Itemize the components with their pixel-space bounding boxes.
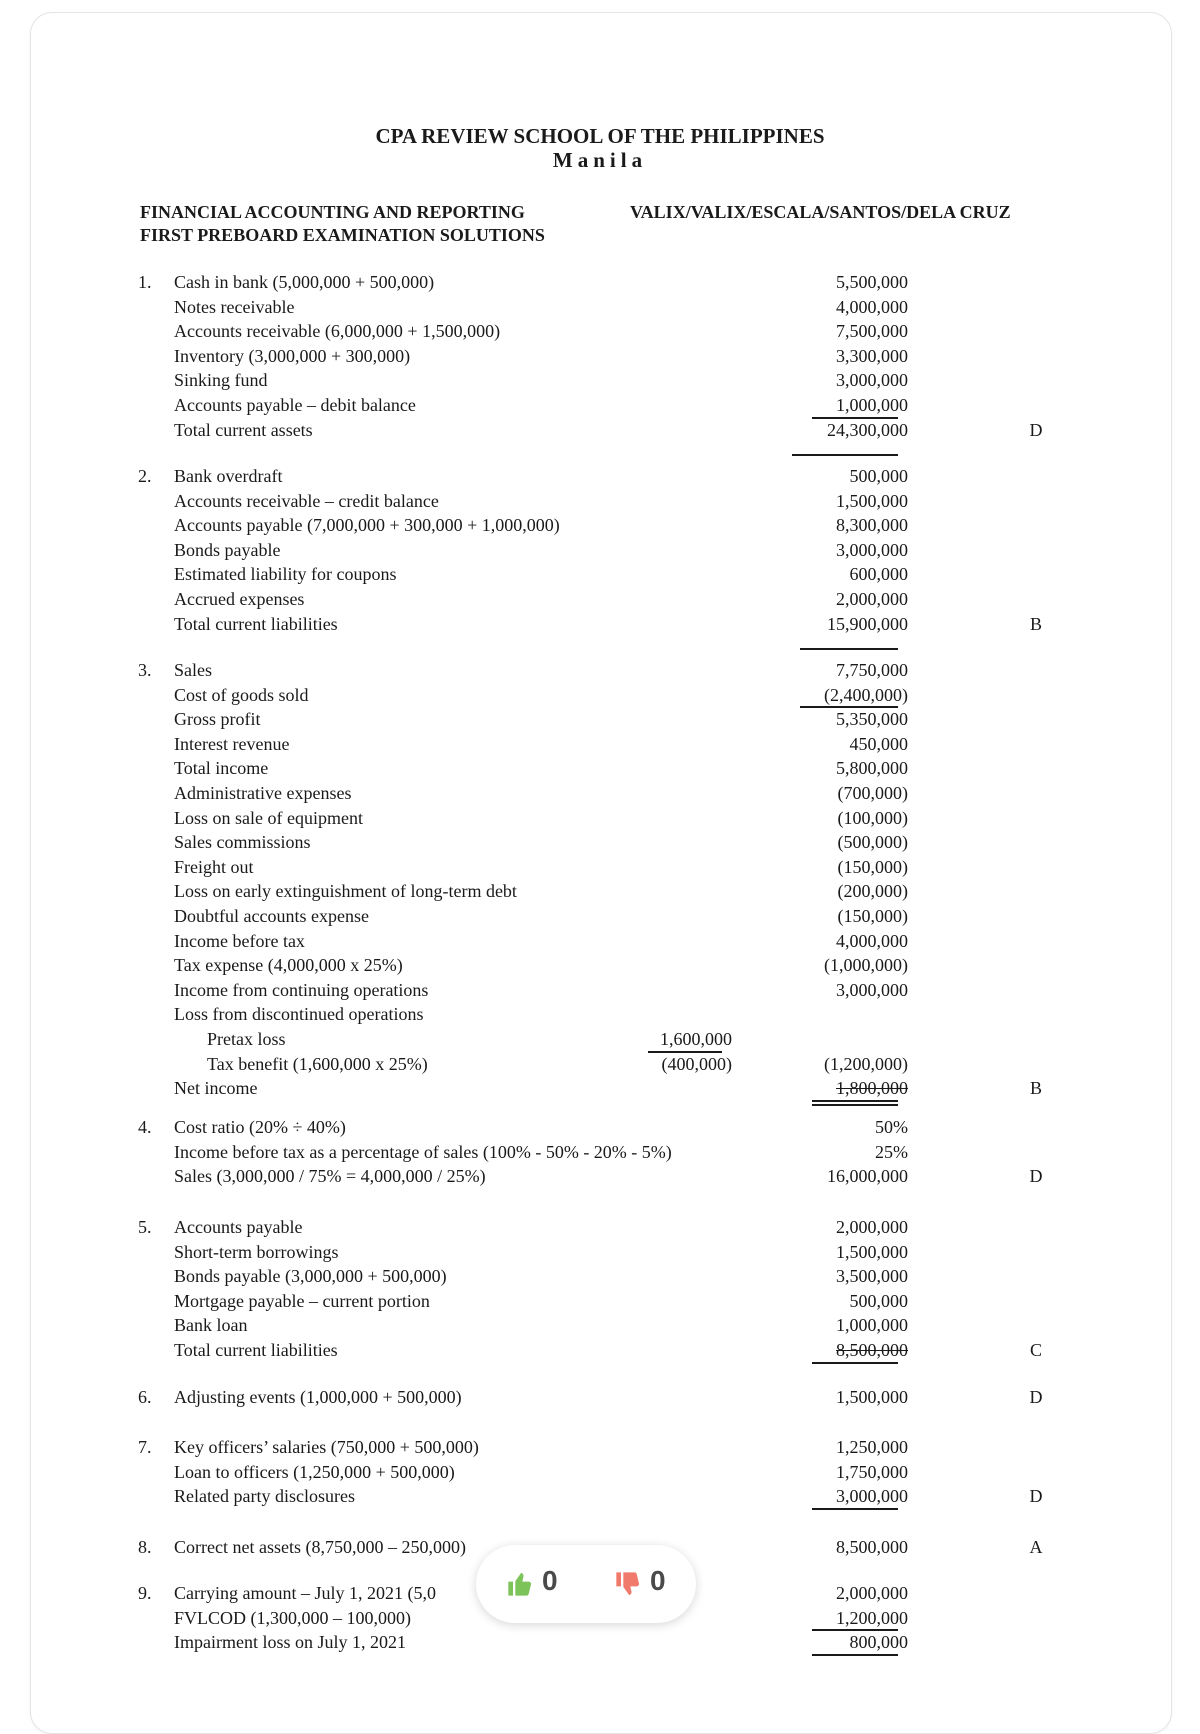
thumbs-up-count: 0 <box>542 1565 558 1596</box>
authors: VALIX/VALIX/ESCALA/SANTOS/DELA CRUZ <box>630 202 1011 222</box>
line-label: Total income <box>174 758 269 779</box>
line-label: Doubtful accounts expense <box>174 906 369 926</box>
line-amount: 3,000,000 <box>836 370 908 391</box>
line-amount: 2,000,000 <box>836 1217 908 1237</box>
line-label: Bank loan <box>174 1315 248 1336</box>
line-amount: 24,300,000 <box>827 419 908 440</box>
line-amount: (1,000,000) <box>824 955 908 976</box>
line-amount: (150,000) <box>837 856 908 877</box>
answer-letter: D <box>1029 1486 1043 1507</box>
line-label: Sinking fund <box>174 370 268 391</box>
answer-letter: C <box>1029 1340 1042 1360</box>
line-label: Inventory (3,000,000 + 300,000) <box>174 345 411 366</box>
line-amount: 3,300,000 <box>836 345 908 366</box>
line-amount: (150,000) <box>837 906 908 926</box>
underline-rule <box>812 1100 898 1102</box>
line-amount: 50% <box>875 1117 908 1137</box>
line-label: Bank overdraft <box>174 466 283 486</box>
thumbs-up-icon[interactable] <box>506 1570 534 1598</box>
line-amount: 800,000 <box>849 1632 908 1653</box>
line-label: Accounts receivable (6,000,000 + 1,500,000) <box>174 321 501 342</box>
line-label: Interest revenue <box>174 733 290 754</box>
line-amount: 4,000,000 <box>836 296 908 317</box>
line-amount: 3,500,000 <box>836 1266 908 1287</box>
answer-letter: B <box>1029 613 1042 634</box>
line-label: Total current liabilities <box>174 613 338 634</box>
thumbs-down-icon[interactable] <box>614 1570 642 1598</box>
problem-number: 7. <box>138 1437 152 1457</box>
line-label: Sales (3,000,000 / 75% = 4,000,000 / 25%) <box>174 1166 486 1187</box>
line-sub-amount: (400,000) <box>661 1053 732 1074</box>
line-amount: (500,000) <box>837 832 908 853</box>
problem-number: 1. <box>138 272 152 292</box>
line-label: Sales <box>174 660 212 680</box>
line-amount: 1,000,000 <box>836 1315 908 1336</box>
line-label: Sales commissions <box>174 832 311 853</box>
underline-rule <box>800 706 898 708</box>
answer-letter: A <box>1029 1537 1043 1557</box>
line-amount: 2,000,000 <box>836 1583 908 1603</box>
underline-rule <box>812 1362 898 1364</box>
line-amount: 8,500,000 <box>836 1537 908 1557</box>
line-amount: (200,000) <box>837 881 908 902</box>
line-label: Mortgage payable – current portion <box>174 1290 430 1311</box>
underline-rule <box>800 648 898 650</box>
thumbs-down-count: 0 <box>650 1565 666 1596</box>
line-label: Tax benefit (1,600,000 x 25%) <box>207 1053 428 1074</box>
line-label: Cash in bank (5,000,000 + 500,000) <box>174 272 435 292</box>
line-label: Key officers’ salaries (750,000 + 500,000) <box>174 1437 479 1457</box>
line-amount: 5,350,000 <box>836 709 908 730</box>
line-amount: 1,500,000 <box>836 490 908 511</box>
subject-line-1: FINANCIAL ACCOUNTING AND REPORTING <box>140 202 525 222</box>
line-amount: 15,900,000 <box>827 613 908 634</box>
line-amount: 7,500,000 <box>836 321 908 342</box>
answer-letter: D <box>1029 1166 1043 1187</box>
line-label: Accounts payable (7,000,000 + 300,000 + 1,000,000) <box>174 515 560 536</box>
vote-widget <box>476 1545 696 1623</box>
line-sub-amount: 1,600,000 <box>660 1029 732 1049</box>
line-amount: 500,000 <box>849 1290 908 1311</box>
line-amount: 4,000,000 <box>836 930 908 951</box>
line-label: Loss from discontinued operations <box>174 1004 424 1025</box>
problem-number: 8. <box>138 1537 152 1557</box>
line-amount: 500,000 <box>849 466 908 486</box>
line-amount: 25% <box>875 1141 908 1162</box>
underline-rule <box>812 1629 898 1631</box>
line-label: Correct net assets (8,750,000 – 250,000) <box>174 1537 466 1557</box>
underline-rule <box>792 454 898 456</box>
line-label: Total current liabilities <box>174 1340 338 1360</box>
underline-rule <box>812 1104 898 1106</box>
line-amount: 1,000,000 <box>836 395 908 415</box>
line-label: Accrued expenses <box>174 589 305 609</box>
line-amount: (700,000) <box>837 783 908 803</box>
answer-letter: D <box>1029 419 1043 440</box>
line-label: Loss on early extinguishment of long-term debt <box>174 881 517 902</box>
line-label: Notes receivable <box>174 296 295 317</box>
line-label: Tax expense (4,000,000 x 25%) <box>174 955 403 976</box>
line-label: Estimated liability for coupons <box>174 564 397 585</box>
line-label: FVLCOD (1,300,000 – 100,000) <box>174 1607 411 1628</box>
line-amount: 7,750,000 <box>836 660 908 680</box>
answer-letter: B <box>1029 1078 1042 1099</box>
underline-rule <box>812 1654 898 1656</box>
line-amount: 5,500,000 <box>836 272 908 292</box>
line-label: Cost ratio (20% ÷ 40%) <box>174 1117 346 1137</box>
problem-number: 6. <box>138 1387 152 1407</box>
line-amount: 1,800,000 <box>836 1078 908 1099</box>
line-label: Administrative expenses <box>174 783 352 803</box>
line-amount: 2,000,000 <box>836 589 908 609</box>
line-amount: 8,500,000 <box>836 1340 908 1360</box>
line-amount: 1,250,000 <box>836 1437 908 1457</box>
line-label: Accounts receivable – credit balance <box>174 490 439 511</box>
line-amount: 1,500,000 <box>836 1241 908 1262</box>
problem-number: 3. <box>138 660 152 680</box>
line-label: Gross profit <box>174 709 261 730</box>
problem-number: 4. <box>138 1117 152 1137</box>
line-label: Carrying amount – July 1, 2021 (5,0 <box>174 1583 436 1603</box>
line-label: Loss on sale of equipment <box>174 807 363 828</box>
underline-rule <box>648 1051 722 1053</box>
line-label: Adjusting events (1,000,000 + 500,000) <box>174 1387 462 1407</box>
line-label: Cost of goods sold <box>174 684 309 705</box>
line-label: Impairment loss on July 1, 2021 <box>174 1632 406 1653</box>
line-label: Income from continuing operations <box>174 979 429 1000</box>
line-label: Income before tax as a percentage of sales (100% - 50% - 20% - 5%) <box>174 1141 672 1162</box>
line-amount: 1,500,000 <box>836 1387 908 1407</box>
subject-line-2: FIRST PREBOARD EXAMINATION SOLUTIONS <box>140 225 545 245</box>
line-label: Bonds payable <box>174 539 281 560</box>
line-amount: 8,300,000 <box>836 515 908 536</box>
line-amount: 1,750,000 <box>836 1461 908 1482</box>
school-name: CPA REVIEW SCHOOL OF THE PHILIPPINES <box>375 124 825 148</box>
school-city: Manila <box>552 148 648 172</box>
line-label: Total current assets <box>174 419 313 440</box>
line-amount: (1,200,000) <box>824 1053 908 1074</box>
line-amount: 450,000 <box>849 733 908 754</box>
problem-number: 2. <box>138 466 152 486</box>
line-amount: 16,000,000 <box>827 1166 908 1187</box>
line-amount: 5,800,000 <box>836 758 908 779</box>
line-label: Short-term borrowings <box>174 1241 339 1262</box>
line-label: Accounts payable – debit balance <box>174 395 416 415</box>
line-label: Accounts payable <box>174 1217 303 1237</box>
problem-number: 5. <box>138 1217 152 1237</box>
underline-rule <box>812 1508 898 1510</box>
line-amount: (2,400,000) <box>824 684 908 705</box>
line-label: Pretax loss <box>207 1029 286 1049</box>
line-label: Freight out <box>174 856 254 877</box>
line-amount: (100,000) <box>837 807 908 828</box>
line-label: Income before tax <box>174 930 305 951</box>
line-amount: 3,000,000 <box>836 1486 908 1507</box>
line-label: Net income <box>174 1078 258 1099</box>
answer-letter: D <box>1029 1387 1043 1407</box>
line-amount: 1,200,000 <box>836 1607 908 1628</box>
line-amount: 600,000 <box>849 564 908 585</box>
line-label: Loan to officers (1,250,000 + 500,000) <box>174 1461 455 1482</box>
line-amount: 3,000,000 <box>836 979 908 1000</box>
line-label: Bonds payable (3,000,000 + 500,000) <box>174 1266 447 1287</box>
problem-number: 9. <box>138 1583 152 1603</box>
underline-rule <box>812 417 898 419</box>
line-label: Related party disclosures <box>174 1486 355 1507</box>
line-amount: 3,000,000 <box>836 539 908 560</box>
